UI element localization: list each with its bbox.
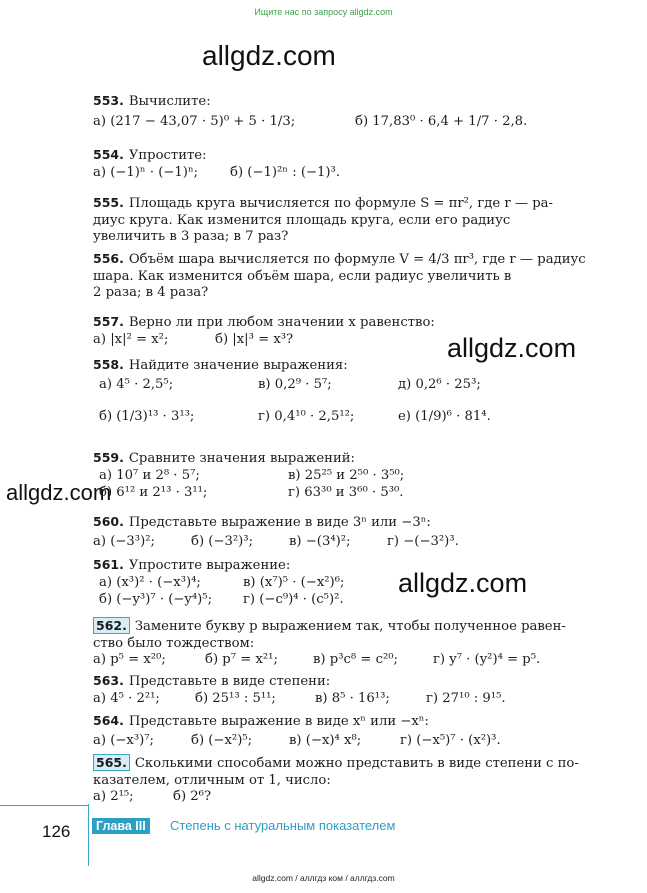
subitem-a: а) 10⁷ и 2⁸ · 5⁷;: [99, 467, 200, 483]
watermark: allgdz.com: [6, 480, 112, 505]
problem-line: ство было тождеством:: [93, 635, 255, 651]
problem-text: Площадь круга вычисляется по формуле S = πr², где r — ра-: [128, 196, 553, 211]
subitem-g: г) 0,4¹⁰ · 2,5¹²;: [258, 408, 355, 424]
subitem-g: г) 63³⁰ и 3⁶⁰ · 5³⁰.: [288, 484, 404, 500]
problem-number: 556.: [93, 251, 124, 266]
chapter-label: Глава III: [92, 818, 150, 834]
watermark: allgdz.com: [202, 40, 336, 71]
problem-line: 2 раза; в 4 раза?: [93, 285, 209, 300]
problem-text: Сколькими способами можно представить в виде степени с по-: [134, 756, 579, 771]
problem-number-highlighted: 562.: [93, 617, 130, 634]
problem-555: [93, 195, 601, 246]
problem-563: [93, 673, 601, 709]
problem-number: 560.: [93, 514, 124, 529]
subitem-b: б) 6¹² и 2¹³ · 3¹¹;: [99, 484, 208, 500]
problem-number: 564.: [93, 713, 124, 728]
subitem-v: в) (x⁷)⁵ · (−x²)⁶;: [243, 574, 345, 590]
subitem-b: б) (−x²)⁵;: [191, 732, 253, 748]
problem-561: [93, 557, 601, 609]
problem-number: 561.: [93, 557, 124, 572]
problem-text: Представьте выражение в виде 3ⁿ или −3ⁿ:: [128, 515, 431, 530]
problem-number-highlighted: 565.: [93, 754, 130, 771]
problem-text: Сравните значения выражений:: [128, 451, 355, 466]
subitem-d: д) 0,2⁶ · 25³;: [398, 376, 481, 392]
problem-number: 558.: [93, 357, 124, 372]
subitem-a: а) 4⁵ · 2,5⁵;: [99, 376, 174, 392]
subitem-e: е) (1/9)⁶ · 81⁴.: [398, 408, 491, 424]
problem-number: 554.: [93, 147, 124, 162]
problem-text: Объём шара вычисляется по формуле V = 4/3 πr³, где r — радиус: [128, 252, 586, 267]
problem-line: казателем, отличным от 1, число:: [93, 772, 331, 788]
page-number: 126: [42, 822, 71, 841]
problem-text: Упростите:: [128, 148, 207, 163]
problem-554: [93, 147, 601, 183]
footer-vertical-divider: [88, 804, 89, 866]
subitem-v: в) 0,2⁹ · 5⁷;: [258, 376, 332, 392]
subitem-v: в) p³c⁸ = c²⁰;: [313, 652, 398, 667]
problem-number: 559.: [93, 450, 124, 465]
subitem-b: б) |x|³ = x³?: [215, 331, 294, 347]
footer-links[interactable]: allgdz.com / аллгдз ком / аллгдз.com: [252, 873, 395, 883]
problem-564: [93, 713, 601, 751]
subitem-g: г) −(−3²)³.: [387, 533, 459, 549]
problem-text: Представьте в виде степени:: [128, 674, 331, 689]
subitem-g: г) (−c⁹)⁴ · (c⁵)².: [243, 591, 344, 607]
problem-text: Представьте выражение в виде xⁿ или −xⁿ:: [128, 714, 429, 729]
problem-text: Вычислите:: [128, 94, 211, 109]
problem-number: 555.: [93, 195, 124, 210]
problem-text: Упростите выражение:: [128, 558, 291, 573]
footer-divider: [0, 805, 88, 806]
problem-556: [93, 251, 601, 302]
subitem-b: б) (1/3)¹³ · 3¹³;: [99, 408, 195, 424]
subitem-a: а) (−x³)⁷;: [93, 732, 154, 748]
search-hint: Ищите нас по запросу allgdz.com: [254, 7, 393, 17]
subitem-a: а) (−1)ⁿ · (−1)ⁿ;: [93, 164, 199, 180]
subitem-g: г) y⁷ · (y²)⁴ = p⁵.: [433, 652, 541, 667]
subitem-v: в) (−x)⁴ x⁸;: [289, 732, 362, 748]
subitem-a: а) (217 − 43,07 · 5)⁰ + 5 · 1/3;: [93, 113, 296, 129]
subitem-a: а) |x|² = x²;: [93, 331, 169, 347]
subitem-b: б) (−1)²ⁿ : (−1)³.: [230, 164, 341, 180]
problem-text: Найдите значение выражения:: [128, 358, 348, 373]
problem-number: 563.: [93, 673, 124, 688]
subitem-a: а) 4⁵ · 2²¹;: [93, 690, 160, 706]
problem-line: шара. Как изменится объём шара, если радиус увеличить в: [93, 268, 512, 284]
problem-558: [93, 357, 601, 435]
subitem-a: а) p⁵ = x²⁰;: [93, 652, 166, 667]
subitem-v: в) 25²⁵ и 2⁵⁰ · 3⁵⁰;: [288, 467, 405, 483]
problem-553: [93, 93, 601, 134]
subitem-v: в) −(3⁴)²;: [289, 533, 351, 549]
subitem-a: а) (x³)² · (−x³)⁴;: [99, 574, 201, 590]
problem-number: 557.: [93, 314, 124, 329]
problem-562: [93, 618, 601, 670]
problem-text: Замените букву p выражением так, чтобы полученное равен-: [134, 619, 566, 634]
subitem-b: б) 25¹³ : 5¹¹;: [195, 690, 276, 706]
subitem-a: а) (−3³)²;: [93, 533, 155, 549]
subitem-b: б) p⁷ = x²¹;: [205, 652, 278, 667]
watermark: allgdz.com: [447, 333, 577, 363]
subitem-g: г) 27¹⁰ : 9¹⁵.: [426, 690, 506, 706]
subitem-b: б) 17,83⁰ · 6,4 + 1/7 · 2,8.: [355, 113, 528, 129]
problem-number: 553.: [93, 93, 124, 108]
subitem-b: б) (−y³)⁷ · (−y⁴)⁵;: [99, 591, 213, 607]
problem-text: Верно ли при любом значении x равенство:: [128, 315, 435, 330]
subitem-v: в) 8⁵ · 16¹³;: [315, 690, 390, 706]
subitem-g: г) (−x⁵)⁷ · (x²)³.: [400, 732, 501, 748]
watermark: allgdz.com: [398, 568, 528, 598]
chapter-title: Степень с натуральным показателем: [170, 818, 396, 833]
subitem-a: а) 2¹⁵;: [93, 789, 134, 804]
subitem-b: б) 2⁶?: [173, 789, 212, 804]
subitem-b: б) (−3²)³;: [191, 533, 254, 549]
problem-565: [93, 755, 601, 807]
problem-560: [93, 514, 601, 552]
problem-559: [93, 450, 601, 502]
problem-line: диус круга. Как изменится площадь круга, если его радиус: [93, 212, 511, 228]
problem-557: [93, 314, 601, 350]
problem-line: увеличить в 3 раза; в 7 раз?: [93, 229, 289, 244]
